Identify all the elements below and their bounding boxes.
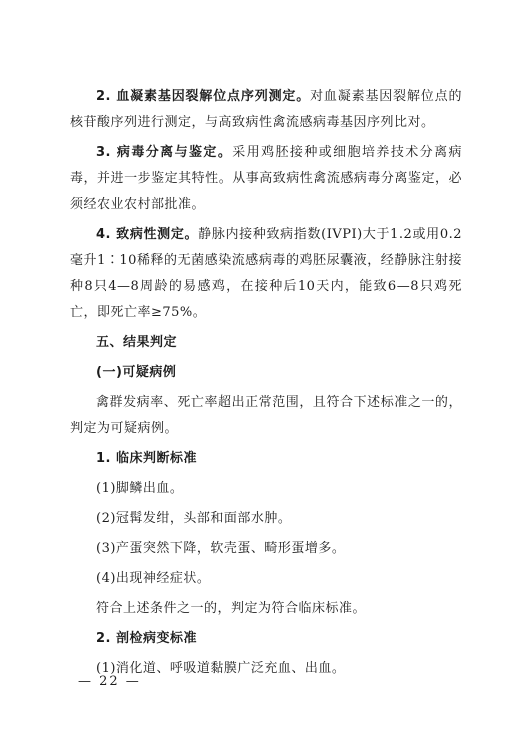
section-4-body: 静脉内接种致病指数(IVPI)大于1.2或用0.2毫升1∶10稀释的无菌感染流感病毒的鸡胚尿囊液，经静脉注射接种8只4—8周龄的易感鸡，在接种后10天内，能致6—8只鸡死亡，即死亡率≥75%。: [70, 227, 462, 320]
page-text: [70, 84, 462, 686]
necropsy-item: (1)消化道、呼吸道黏膜广泛充血、出血。: [96, 661, 346, 676]
paragraph-hemagglutinin-sequencing: [70, 84, 462, 136]
clinical-item: (4)出现神经症状。: [96, 571, 211, 586]
clinical-item: (3)产蛋突然下降，软壳蛋、畸形蛋增多。: [96, 541, 346, 556]
subheading-clinical-criteria: 1. 临床判断标准: [96, 451, 198, 466]
page-number: — 22 —: [78, 674, 141, 689]
paragraph-suspected-case: 禽群发病率、死亡率超出正常范围，且符合下述标准之一的，判定为可疑病例。: [70, 395, 462, 436]
paragraph-virus-isolation: [70, 140, 462, 218]
clinical-item: (1)脚鳞出血。: [96, 481, 184, 496]
paragraph-pathogenicity: [70, 222, 462, 326]
section-3-body: 采用鸡胚接种或细胞培养技术分离病毒，并进一步鉴定其特性。从事高致病性禽流感病毒分离鉴定，必须经农业农村部批准。: [70, 145, 462, 212]
subheading-suspected-case: (一)可疑病例: [96, 365, 177, 380]
clinical-item: (2)冠髯发绀，头部和面部水肿。: [96, 511, 292, 526]
paragraph-clinical-conclusion: 符合上述条件之一的，判定为符合临床标准。: [96, 601, 367, 616]
heading-result-judgment: 五、结果判定: [96, 335, 178, 350]
section-4-title: 4. 致病性测定。: [96, 227, 199, 242]
section-2-body: 对血凝素基因裂解位点的核苷酸序列进行测定，与高致病性禽流感病毒基因序列比对。: [70, 89, 462, 130]
subheading-necropsy-criteria: 2. 剖检病变标准: [96, 631, 198, 646]
section-3-title: 3. 病毒分离与鉴定。: [96, 145, 233, 160]
section-2-title: 2. 血凝素基因裂解位点序列测定。: [96, 89, 311, 104]
